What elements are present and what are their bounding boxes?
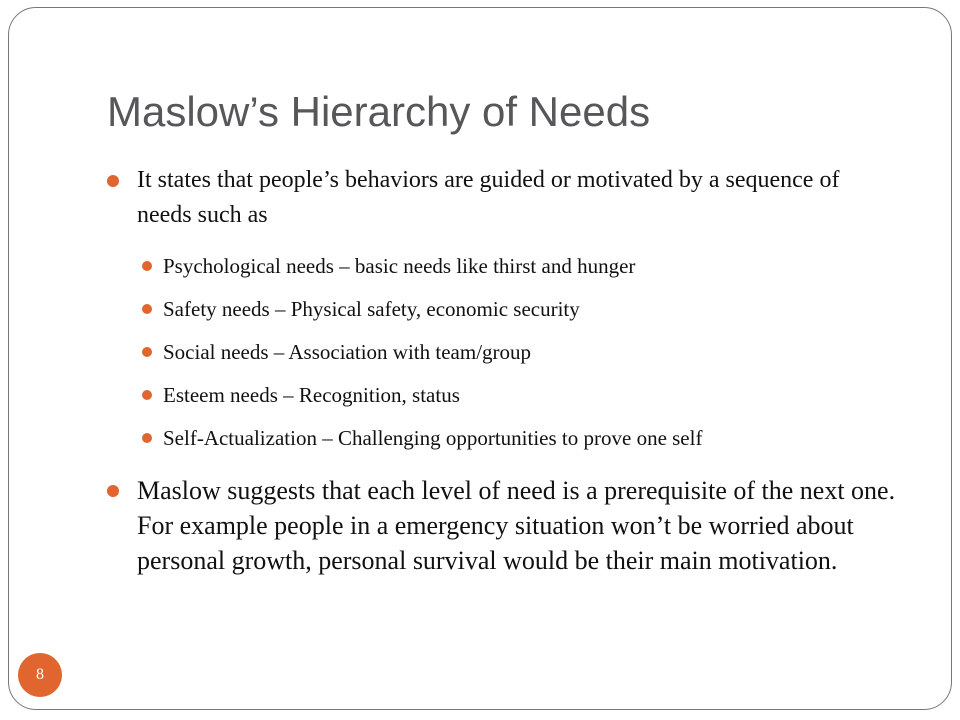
- bullet-conclusion: [137, 473, 897, 578]
- sub-bullet-esteem: [163, 380, 923, 410]
- sub-bullet-text: Safety needs – Physical safety, economic security: [163, 297, 580, 321]
- bullet-dot-icon: [107, 485, 119, 497]
- sub-bullet-dot-icon: [142, 261, 152, 271]
- sub-bullet-dot-icon: [142, 433, 152, 443]
- page-number: 8: [36, 666, 44, 683]
- sub-bullet-text: Esteem needs – Recognition, status: [163, 383, 460, 407]
- bullet-text: It states that people’s behaviors are guided or motivated by a sequence of needs such as: [137, 167, 840, 228]
- sub-bullet-self-actualization: [163, 423, 923, 453]
- sub-bullet-social: [163, 337, 923, 367]
- sub-bullet-dot-icon: [142, 347, 152, 357]
- bullet-intro: [137, 163, 887, 233]
- sub-bullet-safety: [163, 294, 923, 324]
- slide-title: Maslow’s Hierarchy of Needs: [107, 88, 651, 135]
- bullet-dot-icon: [107, 175, 119, 187]
- sub-bullet-text: Self-Actualization – Challenging opportunities to prove one self: [163, 426, 703, 450]
- sub-bullet-dot-icon: [142, 304, 152, 314]
- sub-bullet-text: Social needs – Association with team/group: [163, 340, 532, 364]
- page-number-badge: [18, 653, 62, 697]
- sub-bullet-text: Psychological needs – basic needs like thirst and hunger: [163, 254, 636, 278]
- sub-bullet-dot-icon: [142, 390, 152, 400]
- bullet-text: Maslow suggests that each level of need is a prerequisite of the next one. For example people in a emergency situation won’t be worried about personal growth, personal survival would be their main motivation.: [137, 476, 896, 575]
- sub-bullet-psychological: [163, 251, 923, 281]
